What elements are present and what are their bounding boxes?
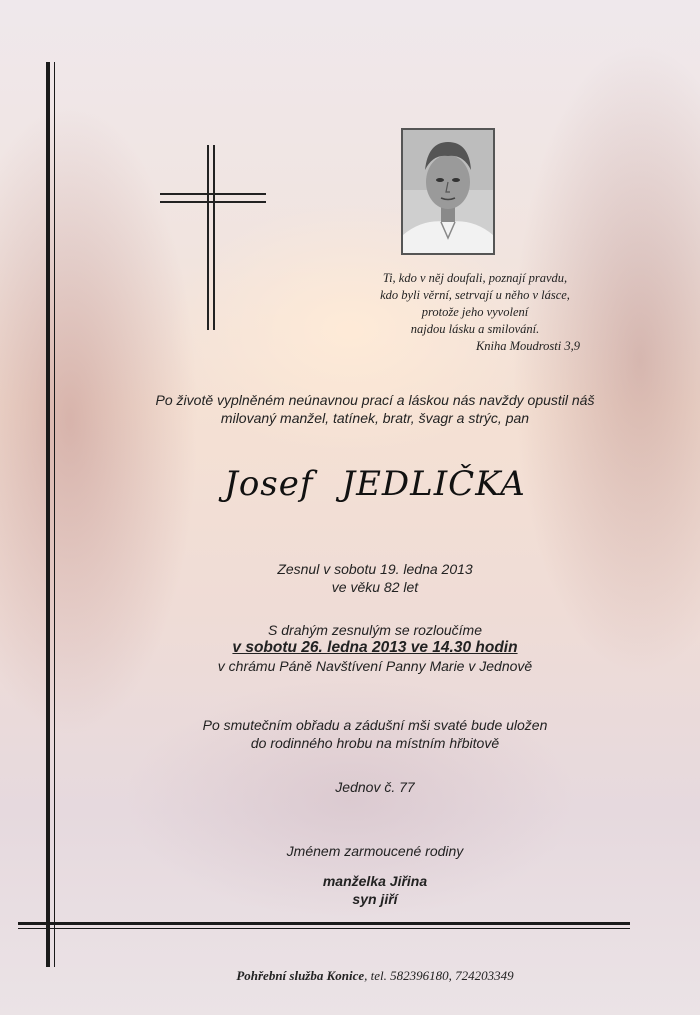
farewell-info: [150, 621, 600, 675]
death-info: [150, 560, 600, 596]
funeral-service-contact: , tel. 582396180, 724203349: [364, 968, 514, 983]
funeral-service-name: Pohřební služba Konice: [236, 968, 365, 983]
family-member: syn jiří: [352, 891, 398, 907]
last-name: JEDLIČKA: [341, 464, 526, 504]
family-member: manželka Jiřina: [322, 873, 428, 889]
cross-icon: [160, 145, 270, 330]
intro-line: milovaný manžel, tatínek, bratr, švagr a strýc, pan: [220, 410, 530, 426]
farewell-place: v chrámu Páně Navštívení Panny Marie v Jednově: [217, 658, 533, 674]
burial-info: [150, 716, 600, 752]
burial-line: do rodinného hrobu na místním hřbitově: [250, 735, 500, 751]
bottom-border-line: [18, 922, 630, 925]
address: Jednov č. 77: [335, 779, 415, 795]
verse-line: protože jeho vyvolení: [421, 305, 529, 319]
farewell-intro: S drahým zesnulým se rozloučíme: [268, 622, 482, 638]
burial-line: Po smutečním obřadu a zádušní mši svaté bude uložen: [202, 717, 548, 733]
funeral-service-footer: [100, 968, 650, 984]
farewell-date-time: v sobotu 26. ledna 2013 ve 14.30 hodin: [232, 639, 518, 656]
first-name: Josef: [224, 464, 314, 504]
verse-line: Ti, kdo v něj doufali, poznají pravdu,: [382, 271, 568, 285]
family-members: [150, 872, 600, 908]
family-title: Jménem zarmoucené rodiny: [286, 843, 464, 859]
portrait-photo: [401, 128, 495, 255]
death-date: Zesnul v sobotu 19. ledna 2013: [277, 561, 473, 577]
age-at-death: ve věku 82 let: [331, 579, 419, 595]
verse-source: Kniha Moudrosti 3,9: [475, 339, 580, 353]
verse-line: najdou lásku a smilování.: [410, 322, 540, 336]
verse-line: kdo byli věrní, setrvají u něho v lásce,: [380, 288, 570, 302]
deceased-name: [150, 464, 600, 504]
intro-line: Po životě vyplněném neúnavnou prací a láskou nás navždy opustil náš: [155, 392, 595, 408]
intro-text: [150, 391, 600, 427]
left-border-line: [46, 62, 50, 967]
verse-quote: [330, 270, 620, 355]
bottom-border-thin-line: [18, 928, 630, 929]
left-border-thin-line: [54, 62, 55, 967]
